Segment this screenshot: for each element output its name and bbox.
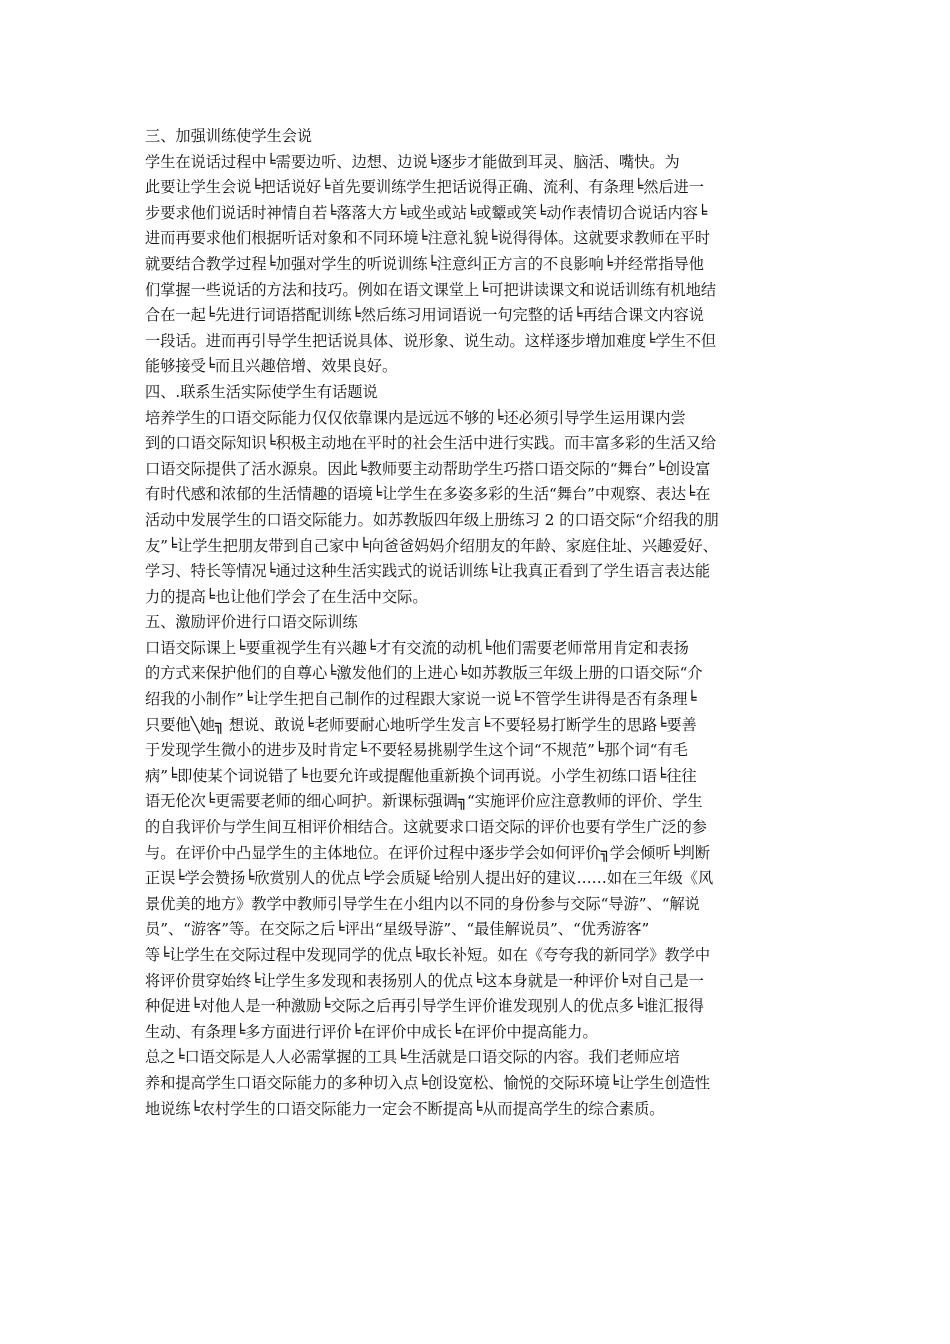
paragraph-line: 学生在说话过程中╘需要边听、边想、边说╘逐步才能做到耳灵、脑活、嘴快。为 xyxy=(145,152,680,171)
paragraph-line: 培养学生的口语交际能力仅仅依靠课内是远远不够的╘还必须引导学生运用课内尝 xyxy=(145,408,686,427)
paragraph-line: 能够接受╘而且兴趣倍增、效果良好。 xyxy=(145,357,398,376)
paragraph-line: 总之╘口语交际是人人必需掌握的工具╘生活就是口语交际的内容。我们老师应培 xyxy=(145,1048,680,1067)
paragraph-line: 口语交际课上╘要重视学生有兴趣╘才有交流的动机╘他们需要老师常用肯定和表扬 xyxy=(145,638,689,657)
paragraph-line: 只要他╲她╗ 想说、敢说╘老师要耐心地听学生发言╘不要轻易打断学生的思路╘要善 xyxy=(145,715,697,734)
paragraph-line: 此要让学生会说╘把话说好╘首先要训练学生把话说得正确、流利、有条理╘然后进一 xyxy=(145,178,704,197)
paragraph-line: 种促进╘对他人是一种激励╘交际之后再引导学生评价谁发现别人的优点多╘谁汇报得 xyxy=(145,997,704,1016)
paragraph-line: 将评价贯穿始终╘让学生多发现和表扬别人的优点╘这本身就是一种评价╘对自己是一 xyxy=(145,971,704,990)
section-heading-4: 四、.联系生活实际使学生有话题说 xyxy=(145,382,378,401)
paragraph-line: 力的提高╘也让他们学会了在生活中交际。 xyxy=(145,587,428,606)
paragraph-line: 进而再要求他们根据听话对象和不同环境╘注意礼貌╘说得得体。这就要求教师在平时 xyxy=(145,229,711,248)
paragraph-line: 员”、“游客”等。在交际之后╘评出“星级导游”、“最佳解说员”、“优秀游客” xyxy=(145,920,650,939)
paragraph-line: 就要结合教学过程╘加强对学生的听说训练╘注意纠正方言的不良影响╘并经常指导他 xyxy=(145,254,704,273)
paragraph-line: 的方式来保护他们的自尊心╘激发他们的上进心╘如苏教版三年级上册的口语交际“介 xyxy=(145,664,703,683)
paragraph-line: 合在一起╘先进行词语搭配训练╘然后练习用词语说一句完整的话╘再结合课文内容说 xyxy=(145,306,704,325)
paragraph-line: 口语交际提供了活水源泉。因此╘教师要主动帮助学生巧搭口语交际的“舞台”╘创设富 xyxy=(145,459,711,478)
paragraph-line: 绍我的小制作”╘让学生把自己制作的过程跟大家说一说╘不管学生讲得是否有条理╘ xyxy=(145,690,697,709)
paragraph-line: 一段话。进而再引导学生把话说具体、说形象、说生动。这样逐步增加难度╘学生不但 xyxy=(145,331,717,350)
paragraph-line: 有时代感和浓郁的生活情趣的语境╘让学生在多姿多彩的生活“舞台”中观察、表达╘在 xyxy=(145,485,711,504)
paragraph-line: 的自我评价与学生间互相评价相结合。这就要求口语交际的评价也要有学生广泛的参 xyxy=(145,818,707,837)
paragraph-line: 生动、有条理╘多方面进行评价╘在评价中成长╘在评价中提高能力。 xyxy=(145,1022,598,1041)
paragraph-line: 们掌握一些说话的方法和技巧。例如在语文课堂上╘可把讲读课文和说话训练有机地结 xyxy=(145,280,717,299)
paragraph-line: 友”╘让学生把朋友带到自己家中╘向爸爸妈妈介绍朋友的年龄、家庭住址、兴趣爱好、 xyxy=(145,536,718,555)
paragraph-line: 到的口语交际知识╘积极主动地在平时的社会生活中进行实践。而丰富多彩的生活又给 xyxy=(145,434,717,453)
paragraph-line: 于发现学生微小的进步及时肯定╘不要轻易挑剔学生这个词“不规范”╘那个词“有毛 xyxy=(145,741,688,760)
paragraph-line: 等╘让学生在交际过程中发现同学的优点╘取长补短。如在《夸夸我的新同学》教学中 xyxy=(145,946,711,964)
paragraph-line: 病”╘即使某个词说错了╘也要允许或提醒他重新换个词再说。小学生初练口语╘往往 xyxy=(145,766,697,785)
paragraph-line: 语无伦次╘更需要老师的细心呵护。新课标强调╗“实施评价应注意教师的评价、学生 xyxy=(145,792,703,811)
paragraph-line: 正误╘学会赞扬╘欣赏别人的优点╘学会质疑╘给别人提出好的建议……如在三年级《风 xyxy=(145,869,714,888)
paragraph-line: 活动中发展学生的口语交际能力。如苏教版四年级上册练习 2 的口语交际“介绍我的朋 xyxy=(145,510,719,529)
paragraph-line: 养和提高学生口语交际能力的多种切入点╘创设宽松、愉悦的交际环境╘让学生创造性 xyxy=(145,1073,711,1092)
section-heading-5: 五、激励评价进行口语交际训练 xyxy=(145,613,358,632)
document-body xyxy=(145,124,785,1122)
paragraph-line: 与。在评价中凸显学生的主体地位。在评价过程中逐步学会如何评价╗学会倾听╘判断 xyxy=(145,843,711,862)
paragraph-line: 步要求他们说话时神情自若╘落落大方╘或坐或站╘或颦或笑╘动作表情切合说话内容╘ xyxy=(145,203,708,222)
paragraph-line: 景优美的地方》教学中教师引导学生在小组内以不同的身份参与交际“导游”、“解说 xyxy=(145,894,700,913)
paragraph-line: 学习、特长等情况╘通过这种生活实践式的说话训练╘让我真正看到了学生语言表达能 xyxy=(145,562,711,581)
paragraph-line: 地说练╘农村学生的口语交际能力一定会不断提高╘从而提高学生的综合素质。 xyxy=(145,1099,665,1118)
section-heading-3: 三、加强训练使学生会说 xyxy=(145,127,313,145)
